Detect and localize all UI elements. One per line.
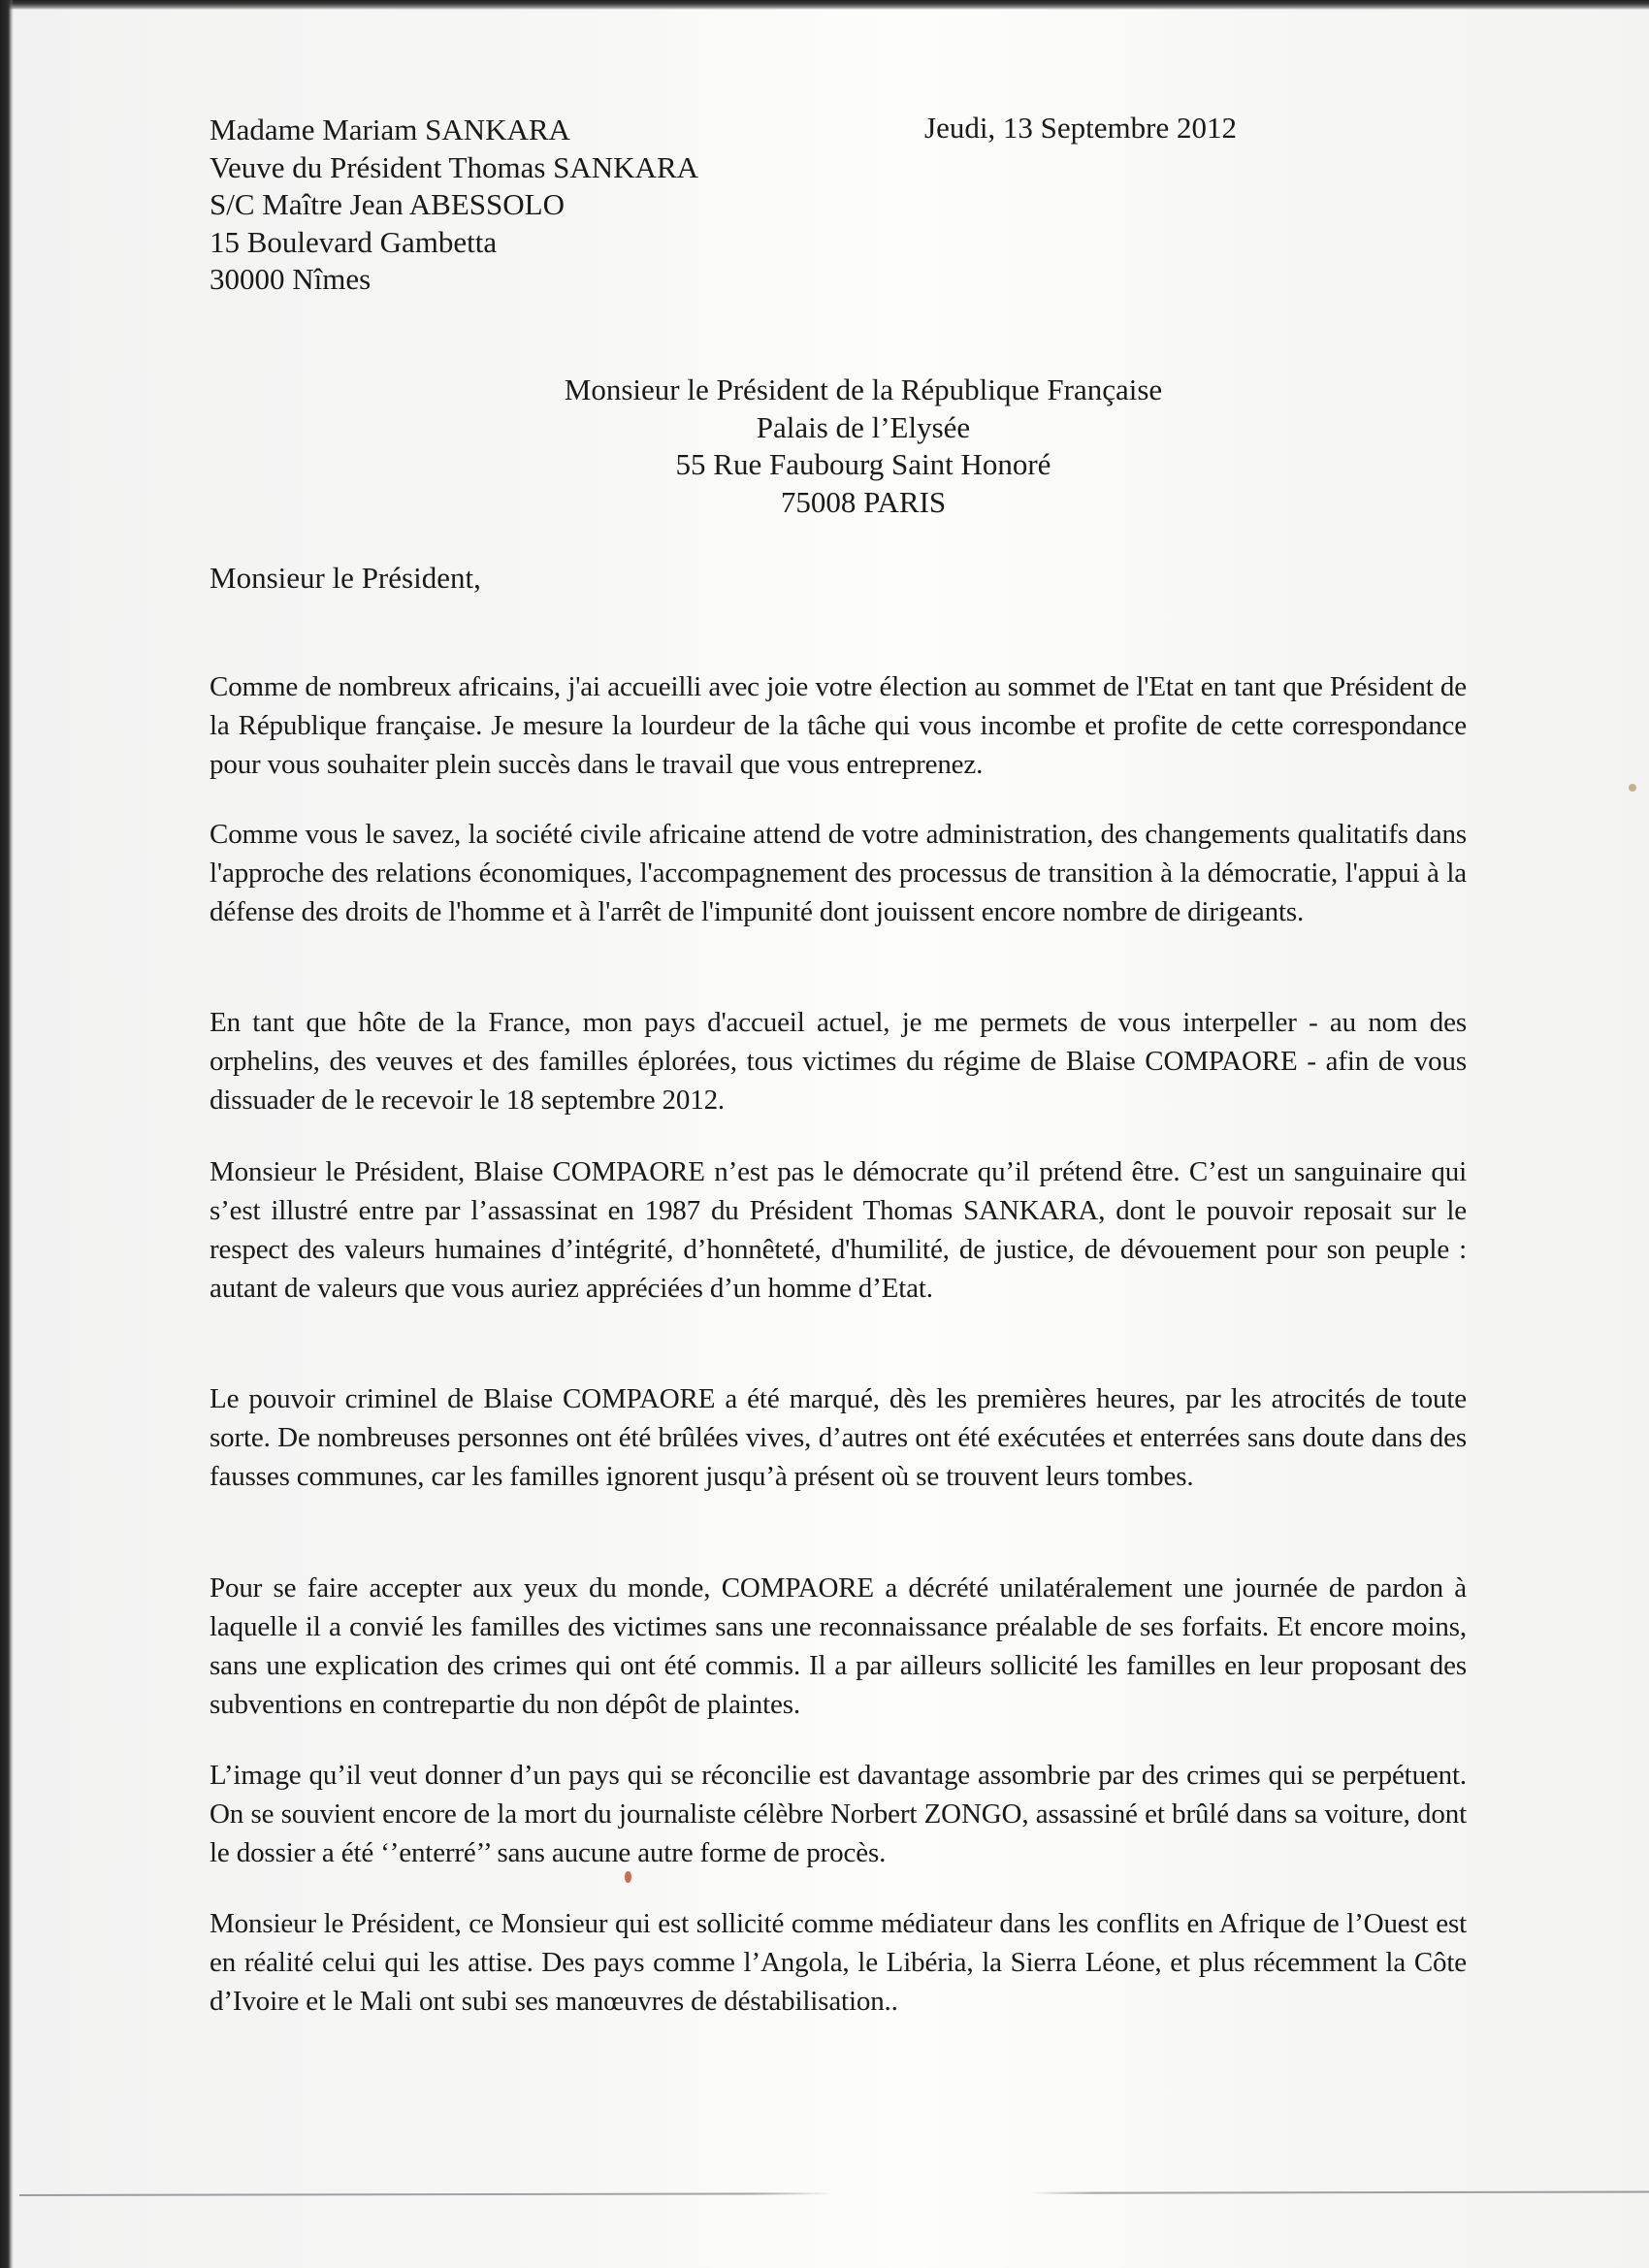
letter-date: Jeudi, 13 Septembre 2012 bbox=[924, 111, 1238, 145]
paragraph-4: Monsieur le Président, Blaise COMPAORE n’est pas le démocrate qu’il prétend être. C’est un sanguinaire qui s’est illustré entre par l’assassinat en 1987 du Président Thomas SANKARA, dont le pouvoir reposait sur le respect des valeurs humaines d’intégrité, d’honnêteté, d'humilité, de justice, de dévouement pour son peuple : autant de valeurs que vous auriez appréciées d’un homme d’Etat. bbox=[210, 1156, 1467, 1304]
recipient-building: Palais de l’Elysée bbox=[756, 409, 971, 444]
sender-name: Madame Mariam SANKARA bbox=[210, 113, 570, 146]
recipient-city: 75008 PARIS bbox=[780, 484, 947, 519]
recipient-name: Monsieur le Président de la République Française bbox=[564, 373, 1163, 406]
sender-title: Veuve du Président Thomas SANKARA bbox=[210, 149, 699, 184]
recipient-street: 55 Rue Faubourg Saint Honoré bbox=[675, 447, 1051, 481]
paragraph-6: Pour se faire accepter aux yeux du monde, COMPAORE a décrété unilatéralement une journée de pardon à laquelle il a convié les familles des victimes sans une reconnaissance préalable de ses forfaits. Et encore moins, sans une explication des crimes qui ont été commis. Il a par ailleurs sollicité les familles en leur proposant des subventions en contrepartie du non dépôt de plaintes. bbox=[210, 1572, 1467, 1720]
sender-address-block bbox=[210, 112, 698, 299]
sender-care-of: S/C Maître Jean ABESSOLO bbox=[210, 187, 565, 221]
paragraph-2: Comme vous le savez, la société civile africaine attend de votre administration, des changements qualitatifs dans l'approche des relations économiques, l'accompagnement des processus de transition à la démocratie, l'appui à la défense des droits de l'homme et à l'arrêt de l'impunité dont jouissent encore nombre de dirigeants. bbox=[210, 819, 1467, 927]
paragraph-7: L’image qu’il veut donner d’un pays qui se réconcilie est davantage assombrie par des crimes qui se perpétuent. On se souvient encore de la mort du journaliste célèbre Norbert ZONGO, assassiné et brûlé dans sa voiture, dont le dossier a été ‘’enterré’’ sans aucune autre forme de procès. bbox=[210, 1760, 1467, 1868]
scan-left-edge bbox=[0, 0, 14, 2268]
paragraph-5: Le pouvoir criminel de Blaise COMPAORE a été marqué, dès les premières heures, par les atrocités de toute sorte. De nombreuses personnes ont été brûlées vives, d’autres ont été exécutées et enterrées sans doute dans des fausses communes, car les familles ignorent jusqu’à présent où se trouvent leurs tombes. bbox=[210, 1383, 1467, 1492]
paragraph-1: Comme de nombreux africains, j'ai accueilli avec joie votre élection au sommet de l'Etat en tant que Président de la République française. Je mesure la lourdeur de la tâche qui vous incombe et profite de cette correspondance pour vous souhaiter plein succès dans le travail que vous entreprenez. bbox=[210, 671, 1467, 780]
sender-city: 30000 Nîmes bbox=[210, 262, 372, 296]
paragraph-8: Monsieur le Président, ce Monsieur qui est sollicité comme médiateur dans les conflits en Afrique de l’Ouest est en réalité celui qui les attise. Des pays comme l’Angola, le Libéria, la Sierra Léone, et plus récemment la Côte d’Ivoire et le Mali ont subi ses manœuvres de déstabilisation.. bbox=[210, 1908, 1467, 2017]
recipient-address-block bbox=[524, 372, 1203, 521]
scan-top-edge bbox=[0, 0, 1649, 10]
salutation: Monsieur le Président, bbox=[210, 561, 481, 595]
sender-street: 15 Boulevard Gambetta bbox=[210, 224, 498, 259]
paragraph-3: En tant que hôte de la France, mon pays d'accueil actuel, je me permets de vous interpeller - au nom des orphelins, des veuves et des familles éplorées, tous victimes du régime de Blaise COMPAORE - afin de vous dissuader de le recevoir le 18 septembre 2012. bbox=[210, 1007, 1467, 1116]
ink-speck bbox=[625, 1871, 631, 1883]
paper-speck bbox=[1629, 784, 1636, 792]
